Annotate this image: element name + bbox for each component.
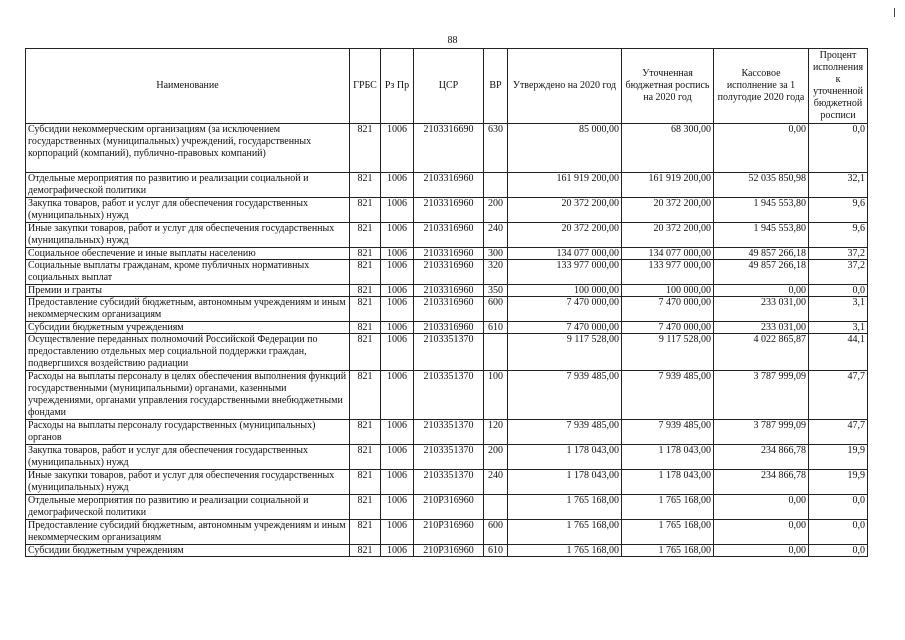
cell-vr: 100 <box>484 371 508 420</box>
cell-vr: 200 <box>484 445 508 470</box>
cell-csr: 2103351370 <box>414 420 484 445</box>
cell-refined: 68 300,00 <box>622 124 714 173</box>
cell-grbs: 821 <box>350 520 381 545</box>
header-percent: Процент исполнения к уточненной бюджетной росписи <box>809 49 868 124</box>
cell-grbs: 821 <box>350 470 381 495</box>
cell-rzpr: 1006 <box>381 334 414 371</box>
cell-grbs: 821 <box>350 285 381 297</box>
table-row <box>26 334 868 371</box>
header-cash: Кассовое исполнение за 1 полугодие 2020 года <box>714 49 809 124</box>
cell-percent: 32,1 <box>809 173 868 198</box>
cell-cash: 0,00 <box>714 124 809 173</box>
cell-rzpr: 1006 <box>381 495 414 520</box>
cell-cash: 233 031,00 <box>714 322 809 334</box>
cell-approved: 9 117 528,00 <box>508 334 622 371</box>
cell-name: Премии и гранты <box>26 285 350 297</box>
cell-vr: 200 <box>484 198 508 223</box>
cell-percent: 47,7 <box>809 420 868 445</box>
header-row <box>26 49 868 124</box>
cell-cash: 0,00 <box>714 545 809 557</box>
cell-refined: 161 919 200,00 <box>622 173 714 198</box>
cell-name: Субсидии бюджетным учреждениям <box>26 545 350 557</box>
cell-name: Отдельные мероприятия по развитию и реализации социальной и демографической политики <box>26 495 350 520</box>
cell-grbs: 821 <box>350 198 381 223</box>
cell-refined: 7 470 000,00 <box>622 297 714 322</box>
cell-vr: 320 <box>484 260 508 285</box>
cell-csr: 2103351370 <box>414 445 484 470</box>
cell-csr: 210P316960 <box>414 520 484 545</box>
cell-refined: 1 178 043,00 <box>622 470 714 495</box>
cell-name: Закупка товаров, работ и услуг для обеспечения государственных (муниципальных) нужд <box>26 445 350 470</box>
cell-refined: 133 977 000,00 <box>622 260 714 285</box>
cell-csr: 2103316960 <box>414 248 484 260</box>
cell-percent: 3,1 <box>809 297 868 322</box>
cell-vr: 240 <box>484 470 508 495</box>
cell-rzpr: 1006 <box>381 285 414 297</box>
table-row <box>26 260 868 285</box>
cell-name: Расходы на выплаты персоналу в целях обеспечения выполнения функций государственными (муниципальными) органами, казенными учреждениями, органами управления государственными внебюджетными фондами <box>26 371 350 420</box>
cell-cash: 3 787 999,09 <box>714 371 809 420</box>
cell-vr: 600 <box>484 520 508 545</box>
cell-rzpr: 1006 <box>381 420 414 445</box>
cell-percent: 37,2 <box>809 260 868 285</box>
table-row <box>26 285 868 297</box>
table-row <box>26 495 868 520</box>
cell-name: Субсидии бюджетным учреждениям <box>26 322 350 334</box>
cell-vr: 610 <box>484 545 508 557</box>
cell-cash: 0,00 <box>714 495 809 520</box>
cell-csr: 2103316960 <box>414 297 484 322</box>
cell-refined: 20 372 200,00 <box>622 198 714 223</box>
cell-grbs: 821 <box>350 260 381 285</box>
cell-rzpr: 1006 <box>381 322 414 334</box>
cell-vr: 610 <box>484 322 508 334</box>
cell-name: Расходы на выплаты персоналу государственных (муниципальных) органов <box>26 420 350 445</box>
table-row <box>26 248 868 260</box>
cell-rzpr: 1006 <box>381 445 414 470</box>
cell-vr: 240 <box>484 223 508 248</box>
table-row <box>26 297 868 322</box>
header-refined: Уточненная бюджетная роспись на 2020 год <box>622 49 714 124</box>
cell-refined: 134 077 000,00 <box>622 248 714 260</box>
budget-table <box>25 48 868 557</box>
cell-rzpr: 1006 <box>381 248 414 260</box>
cell-name: Субсидии некоммерческим организациям (за исключением государственных (муниципальных) учреждений, государственных корпораций (компаний), публично-правовых компаний) <box>26 124 350 173</box>
cell-refined: 1 765 168,00 <box>622 495 714 520</box>
cell-approved: 161 919 200,00 <box>508 173 622 198</box>
cell-cash: 3 787 999,09 <box>714 420 809 445</box>
cell-csr: 210P316960 <box>414 495 484 520</box>
cell-csr: 210P316960 <box>414 545 484 557</box>
table-row <box>26 173 868 198</box>
cell-cash: 49 857 266,18 <box>714 260 809 285</box>
cell-name: Социальные выплаты гражданам, кроме публичных нормативных социальных выплат <box>26 260 350 285</box>
cell-name: Иные закупки товаров, работ и услуг для обеспечения государственных (муниципальных) нужд <box>26 223 350 248</box>
cell-rzpr: 1006 <box>381 371 414 420</box>
cell-approved: 1 765 168,00 <box>508 545 622 557</box>
cell-cash: 0,00 <box>714 285 809 297</box>
cell-csr: 2103316960 <box>414 322 484 334</box>
cell-name: Отдельные мероприятия по развитию и реализации социальной и демографической политики <box>26 173 350 198</box>
cell-approved: 1 765 168,00 <box>508 520 622 545</box>
cell-grbs: 821 <box>350 173 381 198</box>
cell-cash: 233 031,00 <box>714 297 809 322</box>
cell-approved: 20 372 200,00 <box>508 198 622 223</box>
cell-percent: 0,0 <box>809 495 868 520</box>
cell-grbs: 821 <box>350 322 381 334</box>
cell-refined: 1 178 043,00 <box>622 445 714 470</box>
cell-cash: 0,00 <box>714 520 809 545</box>
cell-percent: 0,0 <box>809 124 868 173</box>
table-row <box>26 520 868 545</box>
cell-percent: 37,2 <box>809 248 868 260</box>
cell-csr: 2103316960 <box>414 285 484 297</box>
cell-approved: 1 178 043,00 <box>508 470 622 495</box>
cell-rzpr: 1006 <box>381 124 414 173</box>
margin-mark <box>894 8 895 17</box>
table-row <box>26 445 868 470</box>
cell-rzpr: 1006 <box>381 520 414 545</box>
cell-approved: 7 939 485,00 <box>508 371 622 420</box>
table-row <box>26 545 868 557</box>
cell-approved: 85 000,00 <box>508 124 622 173</box>
cell-csr: 2103316960 <box>414 260 484 285</box>
cell-cash: 4 022 865,87 <box>714 334 809 371</box>
cell-approved: 1 765 168,00 <box>508 495 622 520</box>
cell-percent: 0,0 <box>809 285 868 297</box>
cell-rzpr: 1006 <box>381 297 414 322</box>
header-vr: ВР <box>484 49 508 124</box>
cell-refined: 20 372 200,00 <box>622 223 714 248</box>
cell-percent: 19,9 <box>809 470 868 495</box>
cell-csr: 2103316960 <box>414 223 484 248</box>
cell-vr <box>484 173 508 198</box>
cell-approved: 7 939 485,00 <box>508 420 622 445</box>
header-rzpr: Рз Пр <box>381 49 414 124</box>
cell-vr <box>484 495 508 520</box>
cell-rzpr: 1006 <box>381 173 414 198</box>
cell-cash: 52 035 850,98 <box>714 173 809 198</box>
cell-percent: 9,6 <box>809 223 868 248</box>
cell-approved: 7 470 000,00 <box>508 322 622 334</box>
cell-refined: 1 765 168,00 <box>622 545 714 557</box>
cell-refined: 7 470 000,00 <box>622 322 714 334</box>
cell-csr: 2103316960 <box>414 198 484 223</box>
table-row <box>26 470 868 495</box>
cell-grbs: 821 <box>350 248 381 260</box>
cell-approved: 134 077 000,00 <box>508 248 622 260</box>
cell-name: Осуществление переданных полномочий Российской Федерации по предоставлению отдельных мер социальной поддержки граждан, подвергшихся воздействию радиации <box>26 334 350 371</box>
cell-cash: 49 857 266,18 <box>714 248 809 260</box>
cell-cash: 1 945 553,80 <box>714 223 809 248</box>
table-row <box>26 371 868 420</box>
cell-percent: 9,6 <box>809 198 868 223</box>
cell-cash: 234 866,78 <box>714 445 809 470</box>
cell-approved: 20 372 200,00 <box>508 223 622 248</box>
cell-name: Предоставление субсидий бюджетным, автономным учреждениям и иным некоммерческим организациям <box>26 297 350 322</box>
cell-vr <box>484 334 508 371</box>
header-csr: ЦСР <box>414 49 484 124</box>
cell-cash: 234 866,78 <box>714 470 809 495</box>
cell-csr: 2103316690 <box>414 124 484 173</box>
cell-csr: 2103316960 <box>414 173 484 198</box>
cell-name: Предоставление субсидий бюджетным, автономным учреждениям и иным некоммерческим организациям <box>26 520 350 545</box>
cell-rzpr: 1006 <box>381 470 414 495</box>
cell-grbs: 821 <box>350 334 381 371</box>
cell-name: Иные закупки товаров, работ и услуг для обеспечения государственных (муниципальных) нужд <box>26 470 350 495</box>
cell-refined: 7 939 485,00 <box>622 420 714 445</box>
cell-percent: 0,0 <box>809 545 868 557</box>
cell-name: Закупка товаров, работ и услуг для обеспечения государственных (муниципальных) нужд <box>26 198 350 223</box>
cell-grbs: 821 <box>350 545 381 557</box>
cell-csr: 2103351370 <box>414 371 484 420</box>
cell-percent: 0,0 <box>809 520 868 545</box>
table-row <box>26 124 868 173</box>
cell-vr: 630 <box>484 124 508 173</box>
header-name: Наименование <box>26 49 350 124</box>
cell-refined: 9 117 528,00 <box>622 334 714 371</box>
cell-grbs: 821 <box>350 495 381 520</box>
cell-approved: 7 470 000,00 <box>508 297 622 322</box>
cell-approved: 100 000,00 <box>508 285 622 297</box>
cell-refined: 1 765 168,00 <box>622 520 714 545</box>
header-grbs: ГРБС <box>350 49 381 124</box>
cell-grbs: 821 <box>350 124 381 173</box>
table-row <box>26 420 868 445</box>
table-row <box>26 223 868 248</box>
cell-percent: 47,7 <box>809 371 868 420</box>
cell-percent: 3,1 <box>809 322 868 334</box>
cell-vr: 350 <box>484 285 508 297</box>
cell-grbs: 821 <box>350 420 381 445</box>
cell-grbs: 821 <box>350 371 381 420</box>
cell-vr: 300 <box>484 248 508 260</box>
cell-approved: 1 178 043,00 <box>508 445 622 470</box>
cell-percent: 44,1 <box>809 334 868 371</box>
cell-rzpr: 1006 <box>381 223 414 248</box>
cell-grbs: 821 <box>350 297 381 322</box>
table-row <box>26 198 868 223</box>
cell-csr: 2103351370 <box>414 470 484 495</box>
cell-grbs: 821 <box>350 445 381 470</box>
cell-rzpr: 1006 <box>381 545 414 557</box>
page-number: 88 <box>447 35 458 46</box>
cell-rzpr: 1006 <box>381 198 414 223</box>
header-approved: Утверждено на 2020 год <box>508 49 622 124</box>
cell-cash: 1 945 553,80 <box>714 198 809 223</box>
cell-name: Социальное обеспечение и иные выплаты населению <box>26 248 350 260</box>
cell-refined: 100 000,00 <box>622 285 714 297</box>
cell-refined: 7 939 485,00 <box>622 371 714 420</box>
cell-vr: 120 <box>484 420 508 445</box>
cell-grbs: 821 <box>350 223 381 248</box>
table-row <box>26 322 868 334</box>
cell-percent: 19,9 <box>809 445 868 470</box>
cell-csr: 2103351370 <box>414 334 484 371</box>
cell-approved: 133 977 000,00 <box>508 260 622 285</box>
cell-vr: 600 <box>484 297 508 322</box>
cell-rzpr: 1006 <box>381 260 414 285</box>
